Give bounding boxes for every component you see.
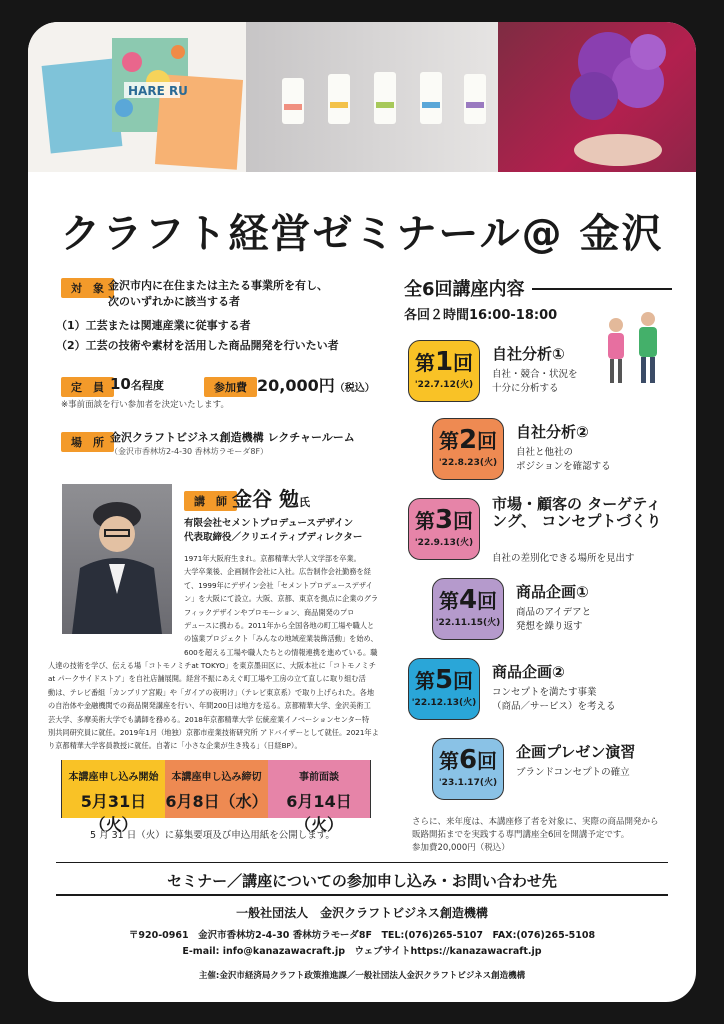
session-number: 第4回 — [438, 585, 498, 615]
target-item-1: （1）工芸または関連産業に従事する者 — [56, 319, 251, 332]
session-description: 自社の差別化できる場所を見出す — [492, 553, 635, 564]
session-heading: 市場・顧客の ターゲティング、 コンセプトづくり — [492, 495, 662, 530]
session-heading: 企画プレゼン演習 — [516, 743, 636, 761]
session-heading: 商品企画① — [516, 583, 589, 601]
footer-rule-bottom — [56, 894, 668, 896]
lecturer-role: 代表取締役／クリエイティブディレクター — [184, 532, 363, 543]
session-badge — [408, 498, 480, 560]
session-number: 第1回 — [414, 347, 474, 377]
session-badge — [408, 658, 480, 720]
fee-value: 20,000円（税込） — [257, 376, 375, 395]
session-badge — [408, 340, 480, 402]
session-description: 自社・競合・状況を 十分に分析する — [492, 369, 578, 394]
bio-line: 別共同研究員に就任。2019年1月（地独）京都市産業技術研究所 アドバイザーとして就任。2021年よ — [48, 728, 379, 738]
session-badge — [432, 418, 504, 480]
venue-name: 金沢クラフトビジネス創造機構 レクチャールーム — [110, 431, 355, 444]
capacity-value: 10名程度 — [110, 375, 164, 393]
target-text-2: 次のいずれかに該当する者 — [108, 295, 240, 308]
session-date: '22.11.15(火) — [435, 618, 501, 628]
session-heading: 商品企画② — [492, 663, 565, 681]
footer-org: 一般社団法人 金沢クラフトビジネス創造機構 — [236, 906, 488, 920]
footer-rule-top — [56, 862, 668, 863]
deadline-note: 5 月 31 日（火）に募集要項及び申込用紙を公開します。 — [90, 830, 335, 841]
bio-line: 人達の技術を学び、伝える場「コトモノミチat TOKYO」を東京墨田区に、大阪本社に「コトモノミチ — [48, 661, 376, 670]
session-badge — [432, 738, 504, 800]
target-text-1: 金沢市内に在住または主たる事業所を有し、 — [108, 279, 328, 292]
lecturer-name: 金谷 勉氏 — [232, 487, 310, 511]
session-date: '22.8.23(火) — [438, 458, 498, 468]
deadline-start: 本講座申し込み開始 5月31日（火） — [62, 760, 165, 818]
capacity-tag: 定 員 — [61, 376, 114, 397]
session-description: 自社と他社の ポジションを確認する — [516, 447, 611, 472]
session-badge — [432, 578, 504, 640]
target-item-2: （2）工芸の技術や素材を活用した商品開発を行いたい者 — [56, 339, 339, 352]
bio-line: フィックデザインやプロモーション、商品開発のプロ — [184, 607, 355, 617]
footer-address: 〒920-0961 金沢市香林坊2-4-30 香林坊ラモーダ8F TEL:(076)265-5107 FAX:(076)265-5108 — [128, 930, 596, 941]
bio-line: 動は、テレビ番組「カンブリア宮殿」や「ガイアの夜明け」（テレビ東京系）で取り上げられた。各地 — [48, 687, 375, 697]
session-date: '22.7.12(火) — [414, 380, 474, 390]
bio-line: 600を超える工場や職人たちとの情報連携を進めている。職 — [184, 647, 378, 657]
lecturer-tag: 講 師 — [184, 490, 237, 511]
session-date: '23.1.17(火) — [438, 778, 498, 788]
session-list — [28, 22, 696, 1002]
footer-contact: E-mail: info@kanazawacraft.jp ウェブサイトhttps://kanazawacraft.jp — [182, 946, 542, 957]
venue-address: （金沢市香林坊2-4-30 香林坊ラモーダ8F） — [110, 447, 269, 456]
bio-line: の協業プロジェクト「みんなの地域産業装飾活動」を始め、 — [184, 634, 378, 644]
course-title: 全6回講座内容 — [404, 279, 525, 300]
session-description: 商品のアイデアと 発想を繰り返す — [516, 607, 592, 632]
hare-ru-logo: HARE RU — [128, 84, 188, 98]
session-number: 第5回 — [414, 665, 474, 695]
session-number: 第3回 — [414, 505, 474, 535]
bio-line: の自治体や金融機関での商品開発講座を行い、年間200日は地方を巡る。京都精華大学、金沢美術工 — [48, 701, 371, 711]
deadline-interview: 事前面談 6月14日（火） — [268, 760, 370, 818]
bio-line: て、1999年にデザイン会社「セメントプロデュースデザイ — [184, 580, 373, 590]
deadline-close: 本講座申し込み締切 6月8日（水） — [165, 760, 268, 818]
session-heading: 自社分析① — [492, 345, 565, 363]
target-tag: 対 象 — [61, 277, 114, 298]
session-description: ブランドコンセプトの確立 — [516, 767, 630, 778]
capacity-note: ※事前面談を行い参加者を決定いたします。 — [61, 400, 229, 410]
session-date: '22.9.13(火) — [414, 538, 474, 548]
session-description: コンセプトを満たす事業 （商品／サービス）を考える — [492, 687, 616, 712]
page-title: クラフト経営ゼミナール@ 金沢 — [60, 211, 664, 257]
course-note: さらに、来年度は、本講座修了者を対象に、実際の商品開発から 販路開拓までを実践する専門講座全6回を開講予定です。 参加費20,000円（税込） — [412, 817, 659, 853]
session-number: 第2回 — [438, 425, 498, 455]
course-time: 各回２時間16:00-18:00 — [404, 308, 558, 323]
bio-line: デュースに携わる。2011年から全国各地の町工場や職人と — [184, 621, 375, 631]
lecturer-company: 有限会社セメントプロデュースデザイン — [184, 518, 354, 529]
bio-line: 芸大学、多摩美術大学でも講師を務める。2018年京都精華大学 伝統産業イノベーションセンター特 — [48, 714, 370, 724]
bio-line: at パークサイドストア」を自社店舗展開。経営不振にあえぐ町工場や工房の立て直しに取り組む活 — [48, 674, 366, 684]
bio-line: り京都精華大学客員教授に就任。自著に「小さな企業が生き残る」（日経BP）。 — [48, 741, 302, 751]
venue-tag: 場 所 — [61, 431, 114, 452]
fee-tag: 参加費 — [204, 376, 257, 397]
flyer-card — [28, 22, 696, 1002]
session-number: 第6回 — [438, 745, 498, 775]
bio-line: 1971年大阪府生まれ。京都精華大学人文学部を卒業。 — [184, 554, 361, 563]
session-date: '22.12.13(火) — [411, 698, 477, 708]
bio-line: ン」を大阪にて設立。大阪、京都、東京を拠点に企業のグラ — [184, 594, 379, 604]
footer-heading: セミナー／講座についての参加申し込み・お問い合わせ先 — [167, 872, 557, 890]
footer-sponsor: 主催:金沢市経済局クラフト政策推進課／一般社団法人金沢クラフトビジネス創造機構 — [198, 971, 526, 981]
session-heading: 自社分析② — [516, 423, 589, 441]
bio-line: 大学卒業後、企画制作会社に入社。広告制作会社勤務を経 — [184, 567, 371, 577]
